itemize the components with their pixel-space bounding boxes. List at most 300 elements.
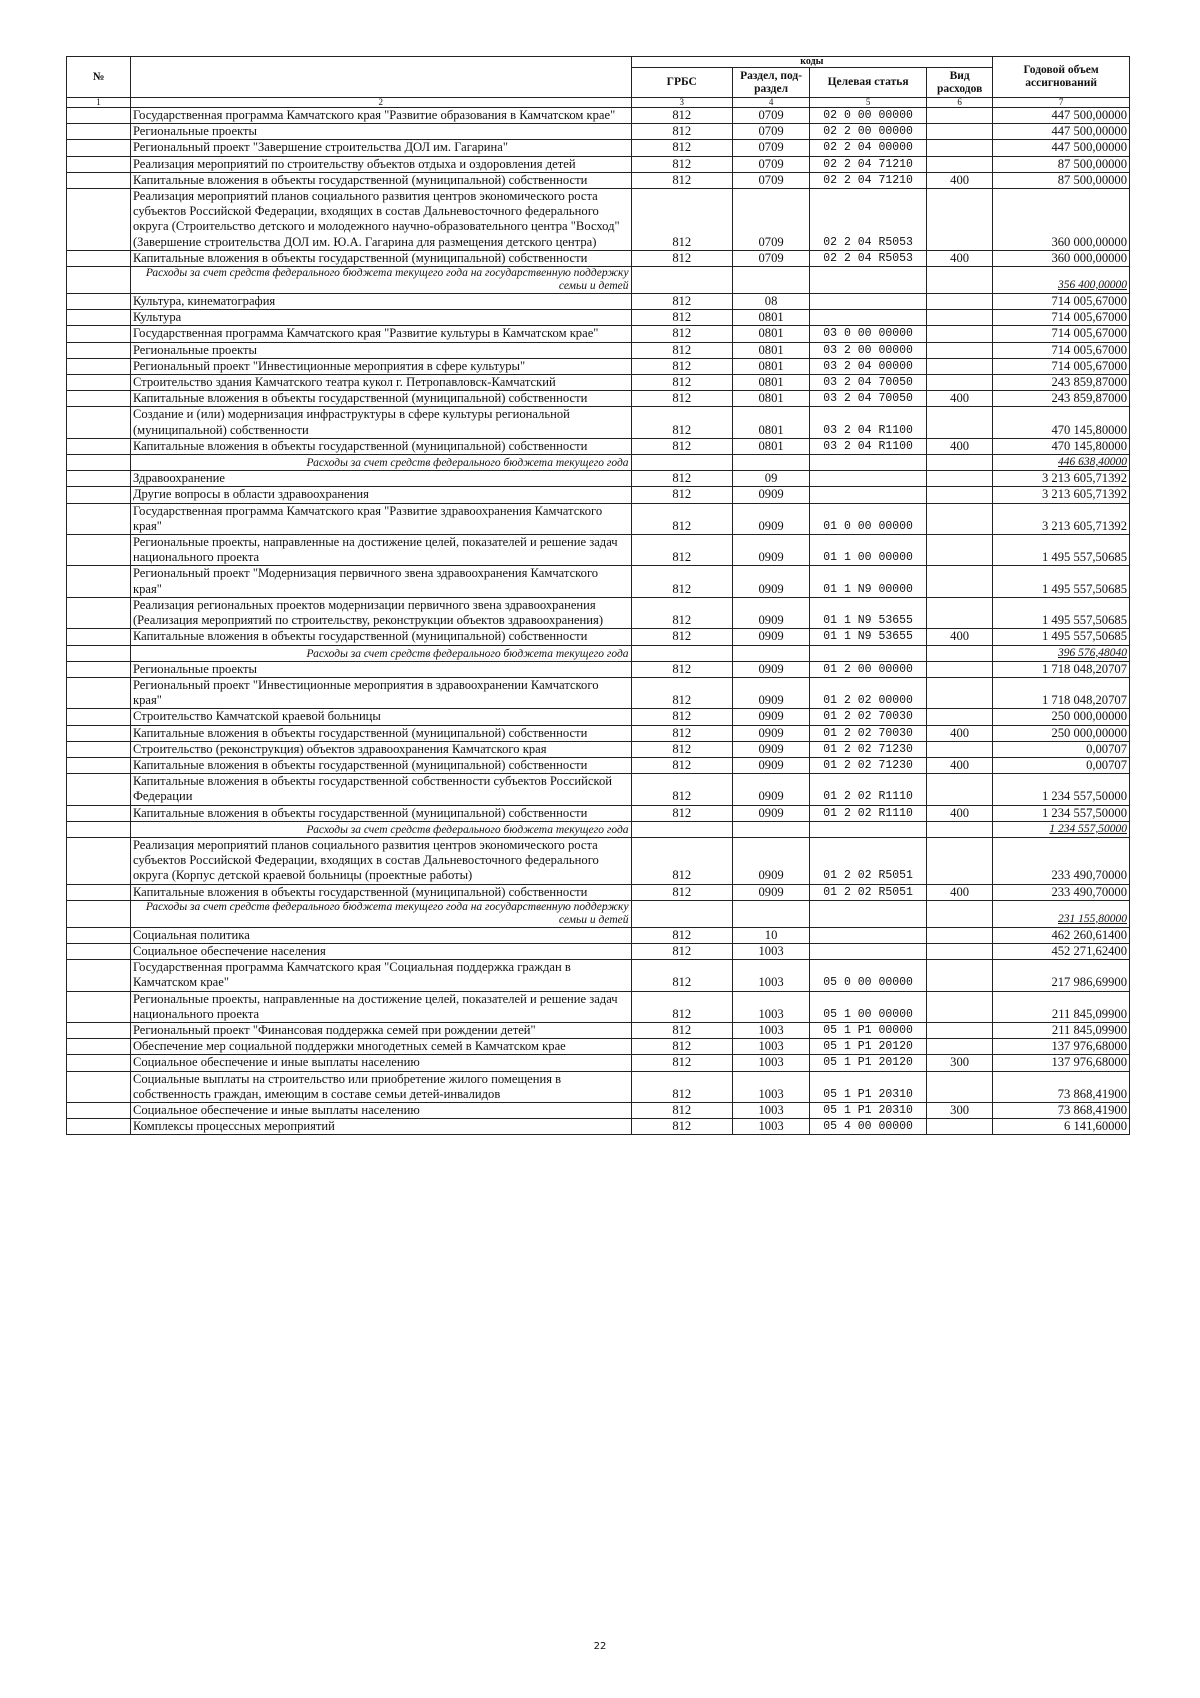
row-vid-cell <box>927 503 993 534</box>
header-celevaya: Целевая статья <box>810 68 927 98</box>
row-name-cell: Расходы за счет средств федерального бюджета текущего года <box>130 645 631 661</box>
row-sum-cell: 233 490,70000 <box>993 884 1130 900</box>
row-celevaya-cell <box>810 471 927 487</box>
row-number-cell <box>67 774 131 805</box>
row-razdel-cell: 0909 <box>732 597 809 628</box>
row-razdel-cell: 0801 <box>732 342 809 358</box>
row-name-cell: Культура <box>130 310 631 326</box>
row-vid-cell <box>927 677 993 708</box>
row-vid-cell <box>927 943 993 959</box>
row-razdel-cell: 0909 <box>732 629 809 645</box>
row-celevaya-cell <box>810 310 927 326</box>
row-vid-cell: 300 <box>927 1055 993 1071</box>
table-row <box>67 250 1130 266</box>
colnum-4: 4 <box>732 98 809 108</box>
row-number-cell <box>67 140 131 156</box>
row-number-cell <box>67 438 131 454</box>
row-vid-cell <box>927 837 993 884</box>
row-celevaya-cell: 01 1 N9 53655 <box>810 629 927 645</box>
row-vid-cell <box>927 927 993 943</box>
row-sum-cell: 1 495 557,50685 <box>993 566 1130 597</box>
row-razdel-cell <box>732 821 809 837</box>
row-grbs-cell: 812 <box>631 884 732 900</box>
row-sum-cell: 396 576,48040 <box>993 645 1130 661</box>
row-grbs-cell: 812 <box>631 597 732 628</box>
row-vid-cell <box>927 407 993 438</box>
row-sum-cell: 211 845,09900 <box>993 991 1130 1022</box>
row-number-cell <box>67 757 131 773</box>
row-sum-cell: 1 495 557,50685 <box>993 535 1130 566</box>
table-row <box>67 358 1130 374</box>
row-razdel-cell: 10 <box>732 927 809 943</box>
row-vid-cell <box>927 1022 993 1038</box>
table-row <box>67 189 1130 251</box>
row-vid-cell: 400 <box>927 438 993 454</box>
row-grbs-cell <box>631 645 732 661</box>
row-vid-cell <box>927 1119 993 1135</box>
row-celevaya-cell <box>810 455 927 471</box>
row-grbs-cell: 812 <box>631 535 732 566</box>
row-sum-cell: 447 500,00000 <box>993 108 1130 124</box>
row-sum-cell: 714 005,67000 <box>993 310 1130 326</box>
row-sum-cell: 714 005,67000 <box>993 342 1130 358</box>
row-vid-cell <box>927 267 993 294</box>
table-row <box>67 310 1130 326</box>
row-number-cell <box>67 326 131 342</box>
row-celevaya-cell: 02 2 04 00000 <box>810 140 927 156</box>
row-razdel-cell: 0909 <box>732 741 809 757</box>
row-razdel-cell: 0909 <box>732 774 809 805</box>
table-row <box>67 1022 1130 1038</box>
row-celevaya-cell <box>810 267 927 294</box>
table-row <box>67 566 1130 597</box>
row-name-cell: Региональные проекты, направленные на достижение целей, показателей и решение задач национального проекта <box>130 991 631 1022</box>
page-number: 22 <box>593 1641 607 1652</box>
column-numbers-row <box>67 98 1130 108</box>
row-vid-cell <box>927 342 993 358</box>
row-sum-cell: 470 145,80000 <box>993 438 1130 454</box>
row-vid-cell <box>927 310 993 326</box>
row-grbs-cell: 812 <box>631 108 732 124</box>
row-name-cell: Капитальные вложения в объекты государственной (муниципальной) собственности <box>130 172 631 188</box>
row-sum-cell: 87 500,00000 <box>993 156 1130 172</box>
row-name-cell: Другие вопросы в области здравоохранения <box>130 487 631 503</box>
row-razdel-cell: 0909 <box>732 661 809 677</box>
row-name-cell: Государственная программа Камчатского края "Социальная поддержка граждан в Камчатском крае" <box>130 960 631 991</box>
row-grbs-cell: 812 <box>631 709 732 725</box>
row-grbs-cell: 812 <box>631 927 732 943</box>
row-name-cell: Культура, кинематография <box>130 294 631 310</box>
row-name-cell: Создание и (или) модернизация инфраструктуры в сфере культуры региональной (муниципальной) собственности <box>130 407 631 438</box>
row-sum-cell: 73 868,41900 <box>993 1102 1130 1118</box>
row-grbs-cell: 812 <box>631 503 732 534</box>
colnum-1: 1 <box>67 98 131 108</box>
row-number-cell <box>67 455 131 471</box>
row-vid-cell <box>927 375 993 391</box>
table-row <box>67 1039 1130 1055</box>
row-celevaya-cell: 01 2 00 00000 <box>810 661 927 677</box>
row-name-cell: Региональные проекты <box>130 661 631 677</box>
row-number-cell <box>67 566 131 597</box>
row-sum-cell: 3 213 605,71392 <box>993 503 1130 534</box>
row-sum-cell: 446 638,40000 <box>993 455 1130 471</box>
row-grbs-cell: 812 <box>631 438 732 454</box>
row-razdel-cell: 0909 <box>732 725 809 741</box>
row-name-cell: Расходы за счет средств федерального бюджета текущего года на государственную поддержку семьи и детей <box>130 900 631 927</box>
row-grbs-cell: 812 <box>631 172 732 188</box>
row-vid-cell <box>927 156 993 172</box>
row-vid-cell <box>927 960 993 991</box>
row-number-cell <box>67 725 131 741</box>
row-celevaya-cell <box>810 821 927 837</box>
row-vid-cell <box>927 900 993 927</box>
row-vid-cell <box>927 326 993 342</box>
table-row <box>67 661 1130 677</box>
federal-budget-note-row <box>67 267 1130 294</box>
row-number-cell <box>67 805 131 821</box>
row-sum-cell: 1 234 557,50000 <box>993 821 1130 837</box>
colnum-2: 2 <box>130 98 631 108</box>
row-celevaya-cell: 03 2 04 70050 <box>810 375 927 391</box>
colnum-6: 6 <box>927 98 993 108</box>
row-celevaya-cell: 01 2 02 70030 <box>810 709 927 725</box>
row-vid-cell <box>927 358 993 374</box>
row-razdel-cell: 1003 <box>732 1071 809 1102</box>
row-celevaya-cell: 01 1 00 00000 <box>810 535 927 566</box>
row-vid-cell <box>927 709 993 725</box>
row-sum-cell: 217 986,69900 <box>993 960 1130 991</box>
row-name-cell: Реализация региональных проектов модернизации первичного звена здравоохранения (Реализация мероприятий по строительству, реконструкции объектов здравоохранения) <box>130 597 631 628</box>
row-grbs-cell: 812 <box>631 805 732 821</box>
row-vid-cell: 400 <box>927 391 993 407</box>
row-name-cell: Капитальные вложения в объекты государственной (муниципальной) собственности <box>130 438 631 454</box>
row-razdel-cell: 0801 <box>732 358 809 374</box>
row-celevaya-cell: 05 1 00 00000 <box>810 991 927 1022</box>
row-grbs-cell: 812 <box>631 294 732 310</box>
row-celevaya-cell: 05 1 P1 20310 <box>810 1071 927 1102</box>
row-grbs-cell: 812 <box>631 1102 732 1118</box>
table-row <box>67 294 1130 310</box>
row-celevaya-cell: 05 0 00 00000 <box>810 960 927 991</box>
row-number-cell <box>67 487 131 503</box>
row-grbs-cell: 812 <box>631 375 732 391</box>
table-row <box>67 342 1130 358</box>
federal-budget-note-row <box>67 645 1130 661</box>
row-razdel-cell: 1003 <box>732 1022 809 1038</box>
row-grbs-cell: 812 <box>631 1119 732 1135</box>
row-razdel-cell: 1003 <box>732 1119 809 1135</box>
colnum-3: 3 <box>631 98 732 108</box>
row-vid-cell <box>927 741 993 757</box>
row-celevaya-cell: 01 2 02 R1110 <box>810 805 927 821</box>
row-vid-cell: 400 <box>927 250 993 266</box>
row-celevaya-cell: 02 0 00 00000 <box>810 108 927 124</box>
row-number-cell <box>67 927 131 943</box>
header-name <box>130 57 631 98</box>
row-celevaya-cell <box>810 943 927 959</box>
row-vid-cell <box>927 645 993 661</box>
header-grbs: ГРБС <box>631 68 732 98</box>
row-grbs-cell: 812 <box>631 156 732 172</box>
table-body <box>67 108 1130 1135</box>
row-number-cell <box>67 677 131 708</box>
row-name-cell: Капитальные вложения в объекты государственной (муниципальной) собственности <box>130 250 631 266</box>
row-sum-cell: 250 000,00000 <box>993 725 1130 741</box>
row-name-cell: Реализация мероприятий планов социального развития центров экономического роста субъектов Российской Федерации, входящих в состав Дальневосточного федерального округа (Строительство детского и молодежного научно-образовательного центра "Восход" (Завершение строительства ДОЛ им. Ю.А. Гагарина для размещения детского центра) <box>130 189 631 251</box>
table-row <box>67 597 1130 628</box>
table-row <box>67 487 1130 503</box>
row-razdel-cell: 0909 <box>732 884 809 900</box>
row-grbs-cell: 812 <box>631 677 732 708</box>
row-celevaya-cell: 02 2 04 71210 <box>810 172 927 188</box>
row-name-cell: Социальная политика <box>130 927 631 943</box>
row-celevaya-cell: 01 1 N9 53655 <box>810 597 927 628</box>
row-razdel-cell <box>732 267 809 294</box>
row-sum-cell: 6 141,60000 <box>993 1119 1130 1135</box>
row-celevaya-cell <box>810 487 927 503</box>
row-number-cell <box>67 172 131 188</box>
row-razdel-cell: 0909 <box>732 677 809 708</box>
row-number-cell <box>67 943 131 959</box>
table-row <box>67 407 1130 438</box>
table-row <box>67 629 1130 645</box>
row-grbs-cell: 812 <box>631 391 732 407</box>
row-number-cell <box>67 741 131 757</box>
table-row <box>67 805 1130 821</box>
row-sum-cell: 233 490,70000 <box>993 837 1130 884</box>
row-razdel-cell: 0909 <box>732 805 809 821</box>
row-vid-cell <box>927 1071 993 1102</box>
row-grbs-cell: 812 <box>631 310 732 326</box>
table-row <box>67 741 1130 757</box>
row-celevaya-cell: 01 2 02 70030 <box>810 725 927 741</box>
row-number-cell <box>67 342 131 358</box>
row-grbs-cell: 812 <box>631 661 732 677</box>
table-row <box>67 124 1130 140</box>
header-vid: Вид расходов <box>927 68 993 98</box>
budget-table <box>66 56 1130 1135</box>
row-grbs-cell: 812 <box>631 487 732 503</box>
row-celevaya-cell: 05 1 P1 20310 <box>810 1102 927 1118</box>
header-number: № <box>67 57 131 98</box>
row-number-cell <box>67 375 131 391</box>
row-number-cell <box>67 837 131 884</box>
row-vid-cell <box>927 124 993 140</box>
row-sum-cell: 462 260,61400 <box>993 927 1130 943</box>
row-sum-cell: 250 000,00000 <box>993 709 1130 725</box>
row-razdel-cell: 0801 <box>732 438 809 454</box>
row-number-cell <box>67 884 131 900</box>
table-row <box>67 837 1130 884</box>
row-sum-cell: 356 400,00000 <box>993 267 1130 294</box>
row-razdel-cell <box>732 900 809 927</box>
row-name-cell: Региональный проект "Инвестиционные мероприятия в сфере культуры" <box>130 358 631 374</box>
row-number-cell <box>67 629 131 645</box>
row-razdel-cell: 0709 <box>732 250 809 266</box>
row-celevaya-cell <box>810 900 927 927</box>
row-number-cell <box>67 1119 131 1135</box>
row-grbs-cell: 812 <box>631 943 732 959</box>
row-razdel-cell: 08 <box>732 294 809 310</box>
row-sum-cell: 714 005,67000 <box>993 294 1130 310</box>
row-name-cell: Капитальные вложения в объекты государственной (муниципальной) собственности <box>130 629 631 645</box>
row-grbs-cell: 812 <box>631 358 732 374</box>
row-vid-cell <box>927 597 993 628</box>
row-vid-cell: 400 <box>927 884 993 900</box>
row-grbs-cell: 812 <box>631 837 732 884</box>
table-row <box>67 677 1130 708</box>
row-sum-cell: 0,00707 <box>993 757 1130 773</box>
row-razdel-cell: 09 <box>732 471 809 487</box>
row-celevaya-cell: 05 4 00 00000 <box>810 1119 927 1135</box>
row-razdel-cell: 0709 <box>732 140 809 156</box>
row-celevaya-cell: 01 2 02 71230 <box>810 757 927 773</box>
row-vid-cell <box>927 661 993 677</box>
table-row <box>67 1055 1130 1071</box>
row-number-cell <box>67 991 131 1022</box>
row-razdel-cell: 1003 <box>732 960 809 991</box>
row-name-cell: Региональный проект "Инвестиционные мероприятия в здравоохранении Камчатского края" <box>130 677 631 708</box>
row-vid-cell <box>927 821 993 837</box>
row-sum-cell: 231 155,80000 <box>993 900 1130 927</box>
row-grbs-cell: 812 <box>631 1071 732 1102</box>
row-sum-cell: 1 495 557,50685 <box>993 629 1130 645</box>
table-header <box>67 57 1130 108</box>
row-razdel-cell: 0909 <box>732 535 809 566</box>
row-grbs-cell: 812 <box>631 250 732 266</box>
row-vid-cell: 400 <box>927 172 993 188</box>
federal-budget-note-row <box>67 900 1130 927</box>
table-row <box>67 375 1130 391</box>
row-celevaya-cell: 01 2 02 R5051 <box>810 837 927 884</box>
row-razdel-cell: 0909 <box>732 709 809 725</box>
budget-table-sheet <box>66 56 1130 1135</box>
row-razdel-cell: 0909 <box>732 837 809 884</box>
row-name-cell: Расходы за счет средств федерального бюджета текущего года на государственную поддержку семьи и детей <box>130 267 631 294</box>
row-sum-cell: 452 271,62400 <box>993 943 1130 959</box>
row-name-cell: Реализация мероприятий по строительству объектов отдыха и оздоровления детей <box>130 156 631 172</box>
row-razdel-cell: 0709 <box>732 172 809 188</box>
row-celevaya-cell: 01 2 02 R1110 <box>810 774 927 805</box>
row-sum-cell: 73 868,41900 <box>993 1071 1130 1102</box>
table-row <box>67 108 1130 124</box>
row-sum-cell: 137 976,68000 <box>993 1039 1130 1055</box>
row-vid-cell: 400 <box>927 725 993 741</box>
row-name-cell: Капитальные вложения в объекты государственной (муниципальной) собственности <box>130 391 631 407</box>
row-grbs-cell <box>631 821 732 837</box>
table-row <box>67 1119 1130 1135</box>
row-celevaya-cell: 01 0 00 00000 <box>810 503 927 534</box>
table-row <box>67 709 1130 725</box>
row-number-cell <box>67 471 131 487</box>
row-razdel-cell: 1003 <box>732 1039 809 1055</box>
row-celevaya-cell: 01 2 02 R5051 <box>810 884 927 900</box>
row-celevaya-cell <box>810 645 927 661</box>
row-celevaya-cell: 03 2 04 00000 <box>810 358 927 374</box>
table-row <box>67 326 1130 342</box>
row-vid-cell <box>927 140 993 156</box>
row-grbs-cell: 812 <box>631 124 732 140</box>
row-grbs-cell: 812 <box>631 471 732 487</box>
row-vid-cell <box>927 108 993 124</box>
row-grbs-cell: 812 <box>631 741 732 757</box>
row-razdel-cell: 0801 <box>732 375 809 391</box>
row-grbs-cell: 812 <box>631 1055 732 1071</box>
row-celevaya-cell: 05 1 P1 20120 <box>810 1055 927 1071</box>
table-row <box>67 471 1130 487</box>
colnum-7: 7 <box>993 98 1130 108</box>
row-grbs-cell <box>631 267 732 294</box>
row-razdel-cell: 0909 <box>732 503 809 534</box>
row-number-cell <box>67 1022 131 1038</box>
row-sum-cell: 3 213 605,71392 <box>993 471 1130 487</box>
row-sum-cell: 87 500,00000 <box>993 172 1130 188</box>
row-name-cell: Региональные проекты, направленные на достижение целей, показателей и решение задач национального проекта <box>130 535 631 566</box>
row-grbs-cell: 812 <box>631 1039 732 1055</box>
row-name-cell: Государственная программа Камчатского края "Развитие образования в Камчатском крае" <box>130 108 631 124</box>
row-number-cell <box>67 1071 131 1102</box>
row-vid-cell <box>927 774 993 805</box>
row-grbs-cell: 812 <box>631 407 732 438</box>
row-celevaya-cell: 01 2 02 00000 <box>810 677 927 708</box>
row-number-cell <box>67 267 131 294</box>
row-razdel-cell: 0909 <box>732 566 809 597</box>
row-number-cell <box>67 358 131 374</box>
row-sum-cell: 243 859,87000 <box>993 375 1130 391</box>
table-row <box>67 1102 1130 1118</box>
row-grbs-cell: 812 <box>631 991 732 1022</box>
row-number-cell <box>67 124 131 140</box>
row-name-cell: Региональные проекты <box>130 124 631 140</box>
row-name-cell: Региональный проект "Модернизация первичного звена здравоохранения Камчатского края" <box>130 566 631 597</box>
row-number-cell <box>67 1102 131 1118</box>
row-name-cell: Региональные проекты <box>130 342 631 358</box>
row-name-cell: Строительство здания Камчатского театра кукол г. Петропавловск-Камчатский <box>130 375 631 391</box>
colnum-5: 5 <box>810 98 927 108</box>
row-razdel-cell: 0709 <box>732 189 809 251</box>
row-number-cell <box>67 597 131 628</box>
row-number-cell <box>67 645 131 661</box>
row-number-cell <box>67 310 131 326</box>
header-sum: Годовой объем ассигнований <box>993 57 1130 98</box>
row-celevaya-cell: 03 2 04 70050 <box>810 391 927 407</box>
row-razdel-cell: 1003 <box>732 1055 809 1071</box>
row-vid-cell <box>927 1039 993 1055</box>
row-sum-cell: 1 495 557,50685 <box>993 597 1130 628</box>
header-razdel: Раздел, под-раздел <box>732 68 809 98</box>
row-number-cell <box>67 189 131 251</box>
row-celevaya-cell <box>810 927 927 943</box>
row-vid-cell <box>927 535 993 566</box>
row-razdel-cell: 0909 <box>732 487 809 503</box>
table-row <box>67 535 1130 566</box>
row-celevaya-cell: 03 0 00 00000 <box>810 326 927 342</box>
row-sum-cell: 447 500,00000 <box>993 124 1130 140</box>
row-celevaya-cell: 05 1 P1 20120 <box>810 1039 927 1055</box>
table-row <box>67 943 1130 959</box>
row-sum-cell: 1 718 048,20707 <box>993 677 1130 708</box>
row-name-cell: Расходы за счет средств федерального бюджета текущего года <box>130 821 631 837</box>
row-grbs-cell: 812 <box>631 960 732 991</box>
row-number-cell <box>67 709 131 725</box>
row-name-cell: Обеспечение мер социальной поддержки многодетных семей в Камчатском крае <box>130 1039 631 1055</box>
row-sum-cell: 1 234 557,50000 <box>993 805 1130 821</box>
table-row <box>67 757 1130 773</box>
row-number-cell <box>67 156 131 172</box>
row-grbs-cell: 812 <box>631 757 732 773</box>
table-row <box>67 391 1130 407</box>
row-sum-cell: 360 000,00000 <box>993 189 1130 251</box>
